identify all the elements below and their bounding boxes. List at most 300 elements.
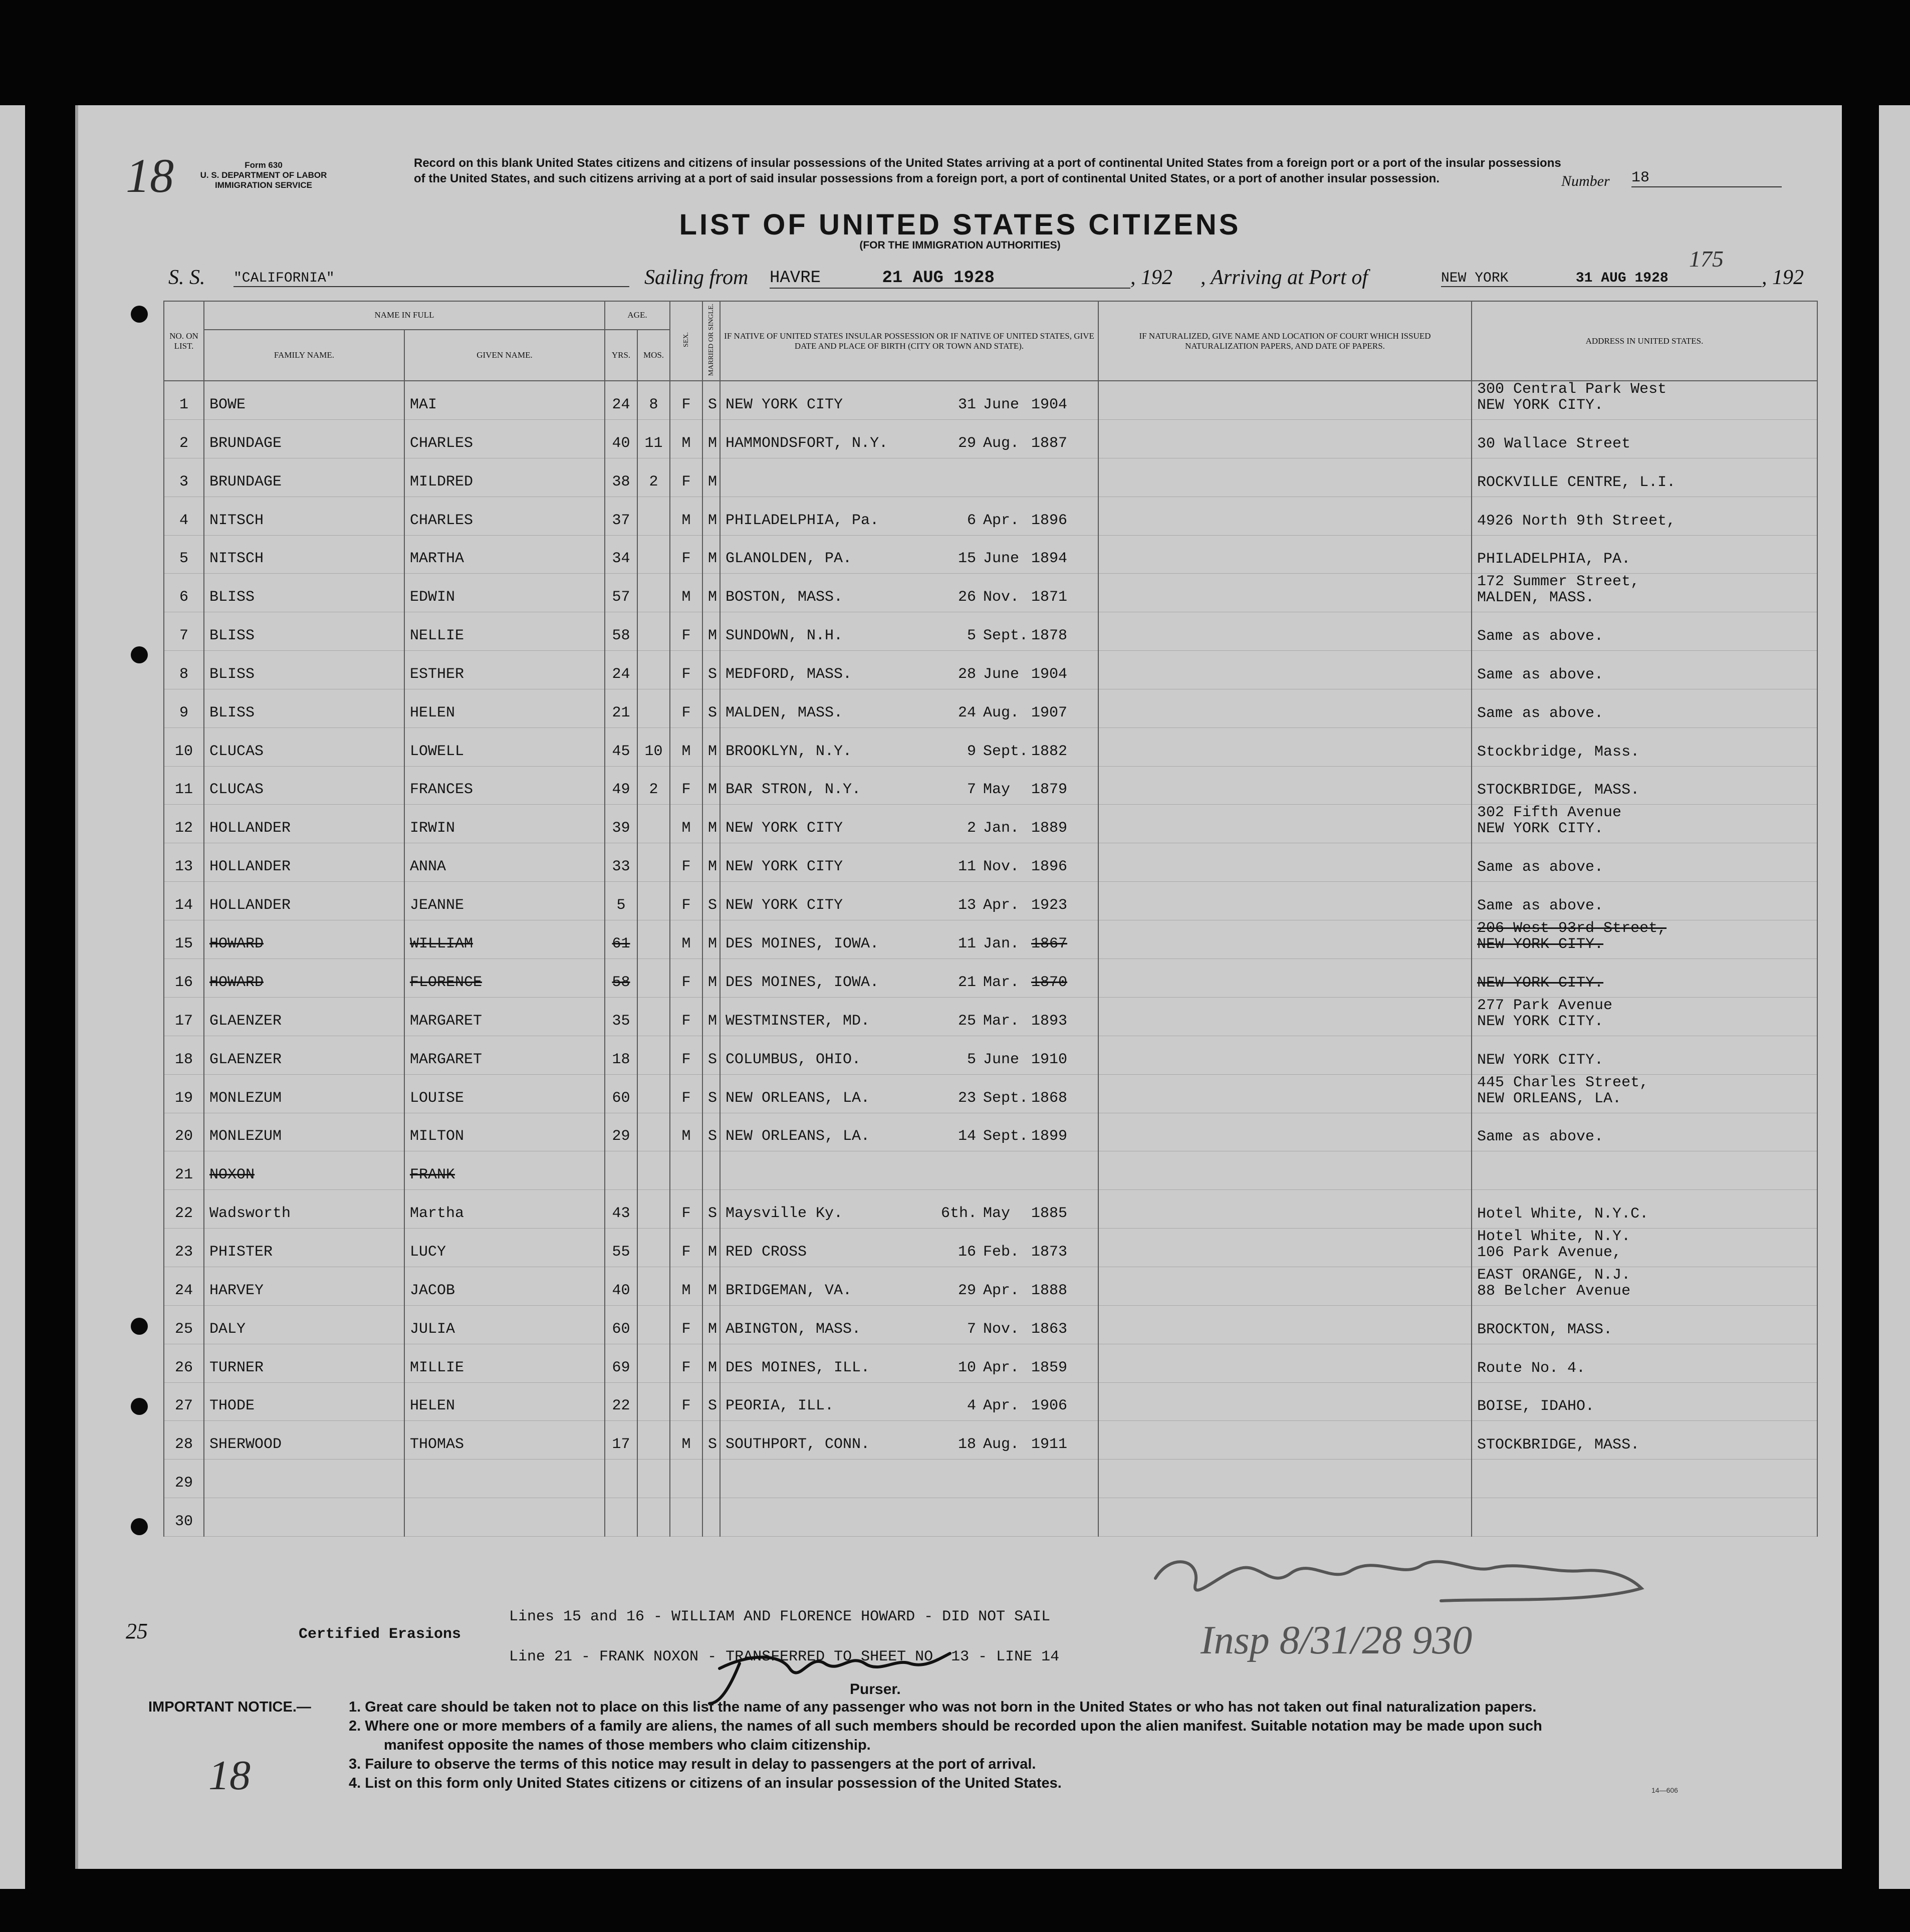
marital-status: S — [702, 1382, 720, 1421]
naturalization — [1098, 1498, 1472, 1537]
family-name: CLUCAS — [204, 728, 404, 766]
marital-status: M — [702, 805, 720, 843]
birth-place-date — [720, 1344, 1098, 1382]
table-row — [164, 535, 1817, 574]
adjacent-page-right — [1879, 105, 1910, 1889]
family-name: BRUNDAGE — [204, 420, 404, 458]
age-months — [637, 1460, 670, 1498]
address: Hotel White, N.Y. 106 Park Avenue, — [1472, 1229, 1817, 1267]
birth-place-date — [720, 689, 1098, 728]
form-code: 14—606 — [1651, 1786, 1678, 1794]
birth-year: 1906 — [1031, 1397, 1068, 1415]
address: STOCKBRIDGE, MASS. — [1472, 766, 1817, 805]
birth-place: DES MOINES, IOWA. — [726, 974, 879, 991]
age-months — [637, 1421, 670, 1460]
address: BOISE, IDAHO. — [1472, 1382, 1817, 1421]
birth-place: RED CROSS — [726, 1244, 807, 1261]
birth-day: 4 — [967, 1397, 977, 1415]
birth-place: DES MOINES, IOWA. — [726, 935, 879, 953]
family-name: GLAENZER — [204, 997, 404, 1036]
birth-month: Aug. — [983, 1436, 1020, 1454]
age-months — [637, 689, 670, 728]
given-name: HELEN — [404, 1382, 605, 1421]
family-name: Wadsworth — [204, 1190, 404, 1229]
birth-month: Apr. — [983, 897, 1020, 914]
given-name: LUCY — [404, 1229, 605, 1267]
marital-status — [702, 1460, 720, 1498]
birth-place-date — [720, 497, 1098, 535]
manifest-sheet — [75, 105, 1842, 1869]
family-name: BLISS — [204, 689, 404, 728]
birth-place-date — [720, 805, 1098, 843]
birth-place-date — [720, 997, 1098, 1036]
birth-day: 21 — [958, 974, 977, 991]
erasion-note-2: Line 21 - FRANK NOXON - TRANSFERRED TO SHEET NO. 13 - LINE 14 — [509, 1648, 1060, 1665]
birth-year: 1887 — [1031, 435, 1068, 452]
marital-status: M — [702, 1267, 720, 1306]
age-months — [637, 997, 670, 1036]
age-years: 34 — [605, 535, 637, 574]
row-number: 26 — [164, 1344, 204, 1382]
birth-month: Sept. — [983, 1128, 1029, 1145]
voyage-line — [168, 266, 1812, 296]
naturalization — [1098, 728, 1472, 766]
marital-status: M — [702, 959, 720, 998]
birth-year: 1893 — [1031, 1012, 1068, 1030]
family-name: HOLLANDER — [204, 805, 404, 843]
birth-year: 1910 — [1031, 1051, 1068, 1068]
given-name: THOMAS — [404, 1421, 605, 1460]
marital-status: M — [702, 420, 720, 458]
naturalization — [1098, 574, 1472, 612]
birth-year: 1863 — [1031, 1320, 1068, 1338]
age-years: 24 — [605, 651, 637, 689]
naturalization — [1098, 1151, 1472, 1190]
birth-place: SUNDOWN, N.H. — [726, 627, 843, 645]
table-row — [164, 1344, 1817, 1382]
given-name: MAI — [404, 381, 605, 420]
sex: F — [670, 766, 702, 805]
table-row — [164, 1074, 1817, 1113]
address: PHILADELPHIA, PA. — [1472, 535, 1817, 574]
marital-status: S — [702, 1036, 720, 1074]
naturalization — [1098, 997, 1472, 1036]
given-name: ANNA — [404, 843, 605, 882]
naturalization — [1098, 651, 1472, 689]
birth-day: 26 — [958, 589, 977, 606]
birth-place: NEW YORK CITY — [726, 858, 843, 876]
address: EAST ORANGE, N.J. 88 Belcher Avenue — [1472, 1267, 1817, 1306]
form-number: Form 630 — [245, 160, 283, 170]
birth-place-date — [720, 1306, 1098, 1344]
birth-day: 18 — [958, 1436, 977, 1454]
age-months — [637, 1036, 670, 1074]
given-name: NELLIE — [404, 612, 605, 651]
birth-place-date — [720, 1421, 1098, 1460]
family-name: MONLEZUM — [204, 1074, 404, 1113]
birth-place-date — [720, 1113, 1098, 1151]
given-name: JACOB — [404, 1267, 605, 1306]
birth-day: 5 — [967, 1051, 977, 1068]
sex: F — [670, 997, 702, 1036]
row-number: 20 — [164, 1113, 204, 1151]
age-years: 37 — [605, 497, 637, 535]
row-number: 10 — [164, 728, 204, 766]
family-name: NOXON — [204, 1151, 404, 1190]
row-number: 23 — [164, 1229, 204, 1267]
record-instructions: Record on this blank United States citizens and citizens of insular possessions of the United States arriving at a port of continental United States from a foreign port or a port of the insular possessions of the United States, and such citizens arriving at a port of said insular possessions from a foreign port, a port of continental United States, or a port of another insular possession. — [414, 156, 1561, 185]
birth-place-date — [720, 728, 1098, 766]
sex: F — [670, 1190, 702, 1229]
table-row — [164, 574, 1817, 612]
table-row — [164, 1229, 1817, 1267]
table-row — [164, 612, 1817, 651]
adjacent-page-left — [0, 105, 25, 1889]
age-years: 21 — [605, 689, 637, 728]
col-header-age: AGE. — [605, 301, 670, 330]
birth-month: Apr. — [983, 512, 1020, 529]
table-row — [164, 1382, 1817, 1421]
sex: F — [670, 1074, 702, 1113]
handwritten-count: 25 — [126, 1619, 148, 1643]
age-years: 22 — [605, 1382, 637, 1421]
sex: F — [670, 1306, 702, 1344]
arriving-port-date — [1441, 271, 1762, 287]
naturalization — [1098, 497, 1472, 535]
birth-day: 14 — [958, 1128, 977, 1145]
age-months — [637, 1344, 670, 1382]
age-years: 60 — [605, 1074, 637, 1113]
age-months — [637, 651, 670, 689]
birth-place-date — [720, 959, 1098, 998]
birth-place: WESTMINSTER, MD. — [726, 1012, 870, 1030]
col-header-married — [702, 301, 720, 381]
marital-status: S — [702, 381, 720, 420]
age-months — [637, 497, 670, 535]
naturalization — [1098, 420, 1472, 458]
age-months — [637, 1190, 670, 1229]
naturalization — [1098, 766, 1472, 805]
birth-year: 1868 — [1031, 1089, 1068, 1107]
punch-hole — [131, 1318, 148, 1335]
row-number: 19 — [164, 1074, 204, 1113]
address: Route No. 4. — [1472, 1344, 1817, 1382]
birth-month: Mar. — [983, 1012, 1020, 1030]
birth-month: May — [983, 781, 1011, 799]
address: Same as above. — [1472, 612, 1817, 651]
sex: F — [670, 843, 702, 882]
row-number: 8 — [164, 651, 204, 689]
col-header-no: NO. ON LIST. — [164, 301, 204, 381]
punch-hole — [131, 1518, 148, 1535]
birth-month: Aug. — [983, 435, 1020, 452]
col-header-family: FAMILY NAME. — [204, 330, 404, 381]
given-name: JULIA — [404, 1306, 605, 1344]
table-row — [164, 728, 1817, 766]
row-number: 14 — [164, 882, 204, 920]
family-name: BRUNDAGE — [204, 458, 404, 497]
naturalization — [1098, 1074, 1472, 1113]
sailing-port-date — [770, 269, 1130, 289]
birth-place: MALDEN, MASS. — [726, 704, 843, 721]
given-name: JEANNE — [404, 882, 605, 920]
address: Same as above. — [1472, 689, 1817, 728]
birth-day: 7 — [967, 781, 977, 799]
address: Same as above. — [1472, 651, 1817, 689]
sailing-year-suffix: , 192 — [1130, 266, 1172, 289]
table-row — [164, 882, 1817, 920]
given-name: MILDRED — [404, 458, 605, 497]
sex: M — [670, 420, 702, 458]
naturalization — [1098, 1267, 1472, 1306]
birth-place-date — [720, 1190, 1098, 1229]
sex: M — [670, 1113, 702, 1151]
address: 4926 North 9th Street, — [1472, 497, 1817, 535]
row-number: 25 — [164, 1306, 204, 1344]
age-years: 24 — [605, 381, 637, 420]
given-name: FRANK — [404, 1151, 605, 1190]
address: NEW YORK CITY. — [1472, 959, 1817, 998]
table-row — [164, 458, 1817, 497]
birth-year: 1888 — [1031, 1282, 1068, 1300]
family-name: PHISTER — [204, 1229, 404, 1267]
marital-status: M — [702, 843, 720, 882]
birth-place-date — [720, 574, 1098, 612]
birth-day: 24 — [958, 704, 977, 721]
marital-status: M — [702, 920, 720, 959]
naturalization — [1098, 805, 1472, 843]
birth-day: 11 — [958, 935, 977, 953]
family-name: BLISS — [204, 612, 404, 651]
birth-month: Nov. — [983, 858, 1020, 876]
birth-year: 1871 — [1031, 589, 1068, 606]
family-name: TURNER — [204, 1344, 404, 1382]
arriving-label: , Arriving at Port of — [1201, 266, 1368, 289]
arriving-port: NEW YORK — [1441, 271, 1509, 286]
family-name: HOWARD — [204, 959, 404, 998]
age-years — [605, 1151, 637, 1190]
address: BROCKTON, MASS. — [1472, 1306, 1817, 1344]
given-name: FLORENCE — [404, 959, 605, 998]
naturalization — [1098, 1306, 1472, 1344]
handwritten-page-mark: 175 — [1689, 246, 1724, 272]
marital-status: S — [702, 689, 720, 728]
given-name: MILTON — [404, 1113, 605, 1151]
birth-month: Jan. — [983, 935, 1020, 953]
age-months: 2 — [637, 766, 670, 805]
table-row — [164, 1036, 1817, 1074]
birth-day: 9 — [967, 743, 977, 760]
family-name: GLAENZER — [204, 1036, 404, 1074]
birth-day: 15 — [958, 550, 977, 568]
birth-month: Mar. — [983, 974, 1020, 991]
age-months — [637, 1382, 670, 1421]
age-years: 5 — [605, 882, 637, 920]
sex: F — [670, 1036, 702, 1074]
col-header-yrs: YRS. — [605, 330, 637, 381]
birth-month: June — [983, 666, 1020, 683]
sex: M — [670, 497, 702, 535]
sex: F — [670, 689, 702, 728]
sex — [670, 1460, 702, 1498]
birth-year: 1878 — [1031, 627, 1068, 645]
marital-status — [702, 1151, 720, 1190]
table-row — [164, 1421, 1817, 1460]
birth-month: Sept. — [983, 743, 1029, 760]
punch-hole — [131, 1398, 148, 1415]
address: Same as above. — [1472, 843, 1817, 882]
table-row — [164, 1460, 1817, 1498]
birth-place-date — [720, 766, 1098, 805]
birth-month: Apr. — [983, 1397, 1020, 1415]
birth-year: 1867 — [1031, 935, 1068, 953]
sex: M — [670, 1421, 702, 1460]
sex: F — [670, 959, 702, 998]
col-header-given: GIVEN NAME. — [404, 330, 605, 381]
address: 30 Wallace Street — [1472, 420, 1817, 458]
naturalization — [1098, 381, 1472, 420]
given-name: LOUISE — [404, 1074, 605, 1113]
row-number: 15 — [164, 920, 204, 959]
row-number: 27 — [164, 1382, 204, 1421]
row-number: 17 — [164, 997, 204, 1036]
sex: F — [670, 535, 702, 574]
family-name: NITSCH — [204, 497, 404, 535]
age-years — [605, 1498, 637, 1537]
birth-day: 10 — [958, 1359, 977, 1376]
sex: F — [670, 1229, 702, 1267]
sex — [670, 1498, 702, 1537]
marital-status: S — [702, 1074, 720, 1113]
arriving-year-suffix: , 192 — [1762, 266, 1804, 289]
birth-month: Nov. — [983, 1320, 1020, 1338]
row-number: 24 — [164, 1267, 204, 1306]
marital-status: S — [702, 1113, 720, 1151]
family-name: HOLLANDER — [204, 843, 404, 882]
sex: M — [670, 805, 702, 843]
given-name: WILLIAM — [404, 920, 605, 959]
naturalization — [1098, 882, 1472, 920]
arriving-date: 31 AUG 1928 — [1575, 271, 1668, 286]
naturalization — [1098, 1344, 1472, 1382]
given-name: MILLIE — [404, 1344, 605, 1382]
age-years: 43 — [605, 1190, 637, 1229]
row-number: 28 — [164, 1421, 204, 1460]
birth-day: 5 — [967, 627, 977, 645]
marital-status: S — [702, 1190, 720, 1229]
birth-place-date — [720, 882, 1098, 920]
punch-hole — [131, 646, 148, 663]
given-name: Martha — [404, 1190, 605, 1229]
birth-year: 1896 — [1031, 512, 1068, 529]
sex: F — [670, 1382, 702, 1421]
birth-month: Sept. — [983, 1089, 1029, 1107]
marital-status: S — [702, 882, 720, 920]
naturalization — [1098, 1113, 1472, 1151]
birth-place: NEW ORLEANS, LA. — [726, 1128, 870, 1145]
table-row — [164, 1190, 1817, 1229]
table-row — [164, 381, 1817, 420]
row-number: 29 — [164, 1460, 204, 1498]
address — [1472, 1151, 1817, 1190]
col-header-birth: IF NATIVE OF UNITED STATES INSULAR POSSESSION OR IF NATIVE OF UNITED STATES, GIVE DATE AND PLACE OF BIRTH (CITY OR TOWN AND STATE). — [720, 301, 1098, 381]
marital-status: M — [702, 574, 720, 612]
birth-place: PEORIA, ILL. — [726, 1397, 834, 1415]
birth-month: June — [983, 550, 1020, 568]
birth-place-date — [720, 1267, 1098, 1306]
table-row — [164, 959, 1817, 998]
age-years: 17 — [605, 1421, 637, 1460]
table-row — [164, 805, 1817, 843]
given-name: LOWELL — [404, 728, 605, 766]
birth-place: COLUMBUS, OHIO. — [726, 1051, 861, 1068]
given-name: MARTHA — [404, 535, 605, 574]
birth-place: NEW ORLEANS, LA. — [726, 1089, 870, 1107]
marital-status: M — [702, 535, 720, 574]
row-number: 21 — [164, 1151, 204, 1190]
age-months: 8 — [637, 381, 670, 420]
birth-year: 1879 — [1031, 781, 1068, 799]
sex: M — [670, 574, 702, 612]
age-months — [637, 882, 670, 920]
age-years: 38 — [605, 458, 637, 497]
form-identifier — [158, 160, 369, 190]
birth-year: 1873 — [1031, 1244, 1068, 1261]
birth-month: Feb. — [983, 1244, 1020, 1261]
address: 172 Summer Street, MALDEN, MASS. — [1472, 574, 1817, 612]
marital-status: M — [702, 458, 720, 497]
birth-year: 1923 — [1031, 897, 1068, 914]
family-name: SHERWOOD — [204, 1421, 404, 1460]
row-number: 12 — [164, 805, 204, 843]
birth-place-date — [720, 1229, 1098, 1267]
age-years: 55 — [605, 1229, 637, 1267]
birth-month: Jan. — [983, 820, 1020, 837]
given-name: ESTHER — [404, 651, 605, 689]
row-number: 16 — [164, 959, 204, 998]
given-name: CHARLES — [404, 497, 605, 535]
sailing-label: Sailing from — [644, 266, 749, 289]
given-name: MARGARET — [404, 997, 605, 1036]
age-years: 69 — [605, 1344, 637, 1382]
service-name: IMMIGRATION SERVICE — [215, 180, 312, 190]
table-row — [164, 1267, 1817, 1306]
birth-year: 1889 — [1031, 820, 1068, 837]
birth-day: 2 — [967, 820, 977, 837]
notice-item-3: 3. Failure to observe the terms of this notice may result in delay to passengers at the port of arrival. — [349, 1756, 1036, 1772]
birth-place-date — [720, 535, 1098, 574]
age-months — [637, 612, 670, 651]
sex: M — [670, 728, 702, 766]
inspector-note: Insp 8/31/28 930 — [1201, 1618, 1473, 1662]
birth-month: Sept. — [983, 627, 1029, 645]
birth-place-date — [720, 458, 1098, 497]
naturalization — [1098, 920, 1472, 959]
age-months — [637, 843, 670, 882]
table-row — [164, 997, 1817, 1036]
naturalization — [1098, 1229, 1472, 1267]
birth-place: MEDFORD, MASS. — [726, 666, 852, 683]
birth-place-date — [720, 1498, 1098, 1537]
row-number: 18 — [164, 1036, 204, 1074]
certified-erasions-label: Certified Erasions — [299, 1626, 461, 1643]
age-months — [637, 574, 670, 612]
number-value: 18 — [1631, 169, 1782, 187]
age-years: 39 — [605, 805, 637, 843]
marital-status: M — [702, 1344, 720, 1382]
age-months — [637, 1267, 670, 1306]
age-months — [637, 805, 670, 843]
